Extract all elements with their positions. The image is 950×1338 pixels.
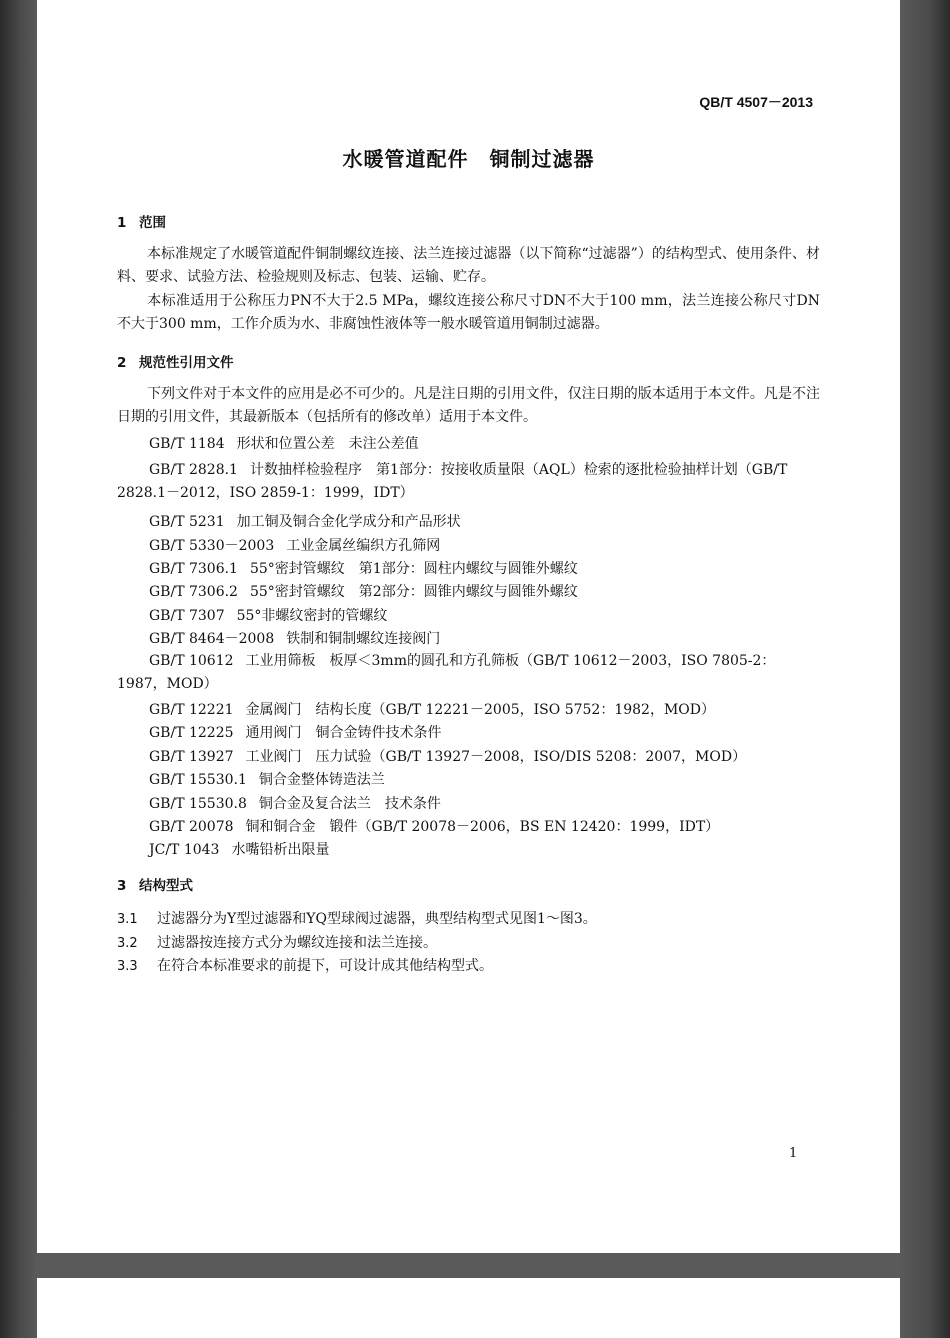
reference-item: GB/T 20078 铜和铜合金 锻件（GB/T 20078－2006，BS EN 12420：1999，IDT） — [149, 819, 720, 835]
reference-item: GB/T 12225 通用阀门 铜合金铸件技术条件 — [149, 725, 442, 741]
reference-item: GB/T 7306.2 55°密封管螺纹 第2部分：圆锥内螺纹与圆锥外螺纹 — [149, 584, 578, 600]
reference-item: GB/T 7306.1 55°密封管螺纹 第1部分：圆柱内螺纹与圆锥外螺纹 — [149, 561, 578, 577]
reference-item: GB/T 1184 形状和位置公差 未注公差值 — [149, 436, 419, 452]
section-number: 2 — [117, 355, 127, 371]
reference-item: GB/T 8464－2008 铁制和铜制螺纹连接阀门 — [149, 631, 441, 647]
next-page-edge — [37, 1278, 900, 1338]
normative-intro: 下列文件对于本文件的应用是必不可少的。凡是注日期的引用文件，仅注日期的版本适用于本文件。凡是不注日期的引用文件，其最新版本（包括所有的修改单）适用于本文件。 — [117, 386, 820, 425]
reference-item: GB/T 5330－2003 工业金属丝编织方孔筛网 — [149, 538, 441, 554]
standard-number: QB/T 4507－2013 — [699, 94, 813, 110]
reference-item: GB/T 2828.1 计数抽样检验程序 第1部分：按接收质量限（AQL）检索的逐批检验抽样计划（GB/T 2828.1－2012，ISO 2859-1：1999，IDT） — [117, 462, 788, 501]
reference-item: JC/T 1043 水嘴铅析出限量 — [149, 842, 330, 858]
section-title: 规范性引用文件 — [139, 355, 234, 371]
section-title: 结构型式 — [139, 878, 193, 894]
section-number: 1 — [117, 215, 127, 231]
section-number: 3 — [117, 878, 127, 894]
clause-3-2: 3.2 过滤器按连接方式分为螺纹连接和法兰连接。 — [117, 935, 437, 951]
document-title: 水暖管道配件 铜制过滤器 — [342, 147, 595, 171]
reference-item: GB/T 7307 55°非螺纹密封的管螺纹 — [149, 608, 388, 624]
reference-item: GB/T 12221 金属阀门 结构长度（GB/T 12221－2005，ISO 5752：1982，MOD） — [149, 702, 716, 718]
scope-paragraph-1: 本标准规定了水暖管道配件铜制螺纹连接、法兰连接过滤器（以下简称“过滤器”）的结构型式、使用条件、材料、要求、试验方法、检验规则及标志、包装、运输、贮存。 — [117, 246, 820, 285]
page-number: 1 — [789, 1146, 798, 1161]
clause-3-3: 3.3 在符合本标准要求的前提下，可设计成其他结构型式。 — [117, 958, 493, 974]
section-heading-scope — [117, 211, 166, 231]
document-page — [37, 0, 900, 1253]
section-title: 范围 — [139, 215, 166, 231]
clause-3-1: 3.1 过滤器分为Y型过滤器和YQ型球阀过滤器，典型结构型式见图1～图3。 — [117, 911, 597, 927]
reference-item: GB/T 10612 工业用筛板 板厚＜3mm的圆孔和方孔筛板（GB/T 10612－2003，ISO 7805-2：1987，MOD） — [117, 653, 776, 692]
reference-item: GB/T 5231 加工铜及铜合金化学成分和产品形状 — [149, 514, 461, 530]
section-heading-normative-references — [117, 351, 234, 371]
section-heading-structure — [117, 874, 193, 894]
reference-item: GB/T 13927 工业阀门 压力试验（GB/T 13927－2008，ISO/DIS 5208：2007，MOD） — [149, 749, 747, 765]
reference-item: GB/T 15530.1 铜合金整体铸造法兰 — [149, 772, 385, 788]
scope-paragraph-2: 本标准适用于公称压力PN不大于2.5 MPa，螺纹连接公称尺寸DN不大于100 mm，法兰连接公称尺寸DN不大于300 mm，工作介质为水、非腐蚀性液体等一般水暖管道用铜制过滤器。 — [117, 293, 820, 332]
reference-item: GB/T 15530.8 铜合金及复合法兰 技术条件 — [149, 796, 441, 812]
